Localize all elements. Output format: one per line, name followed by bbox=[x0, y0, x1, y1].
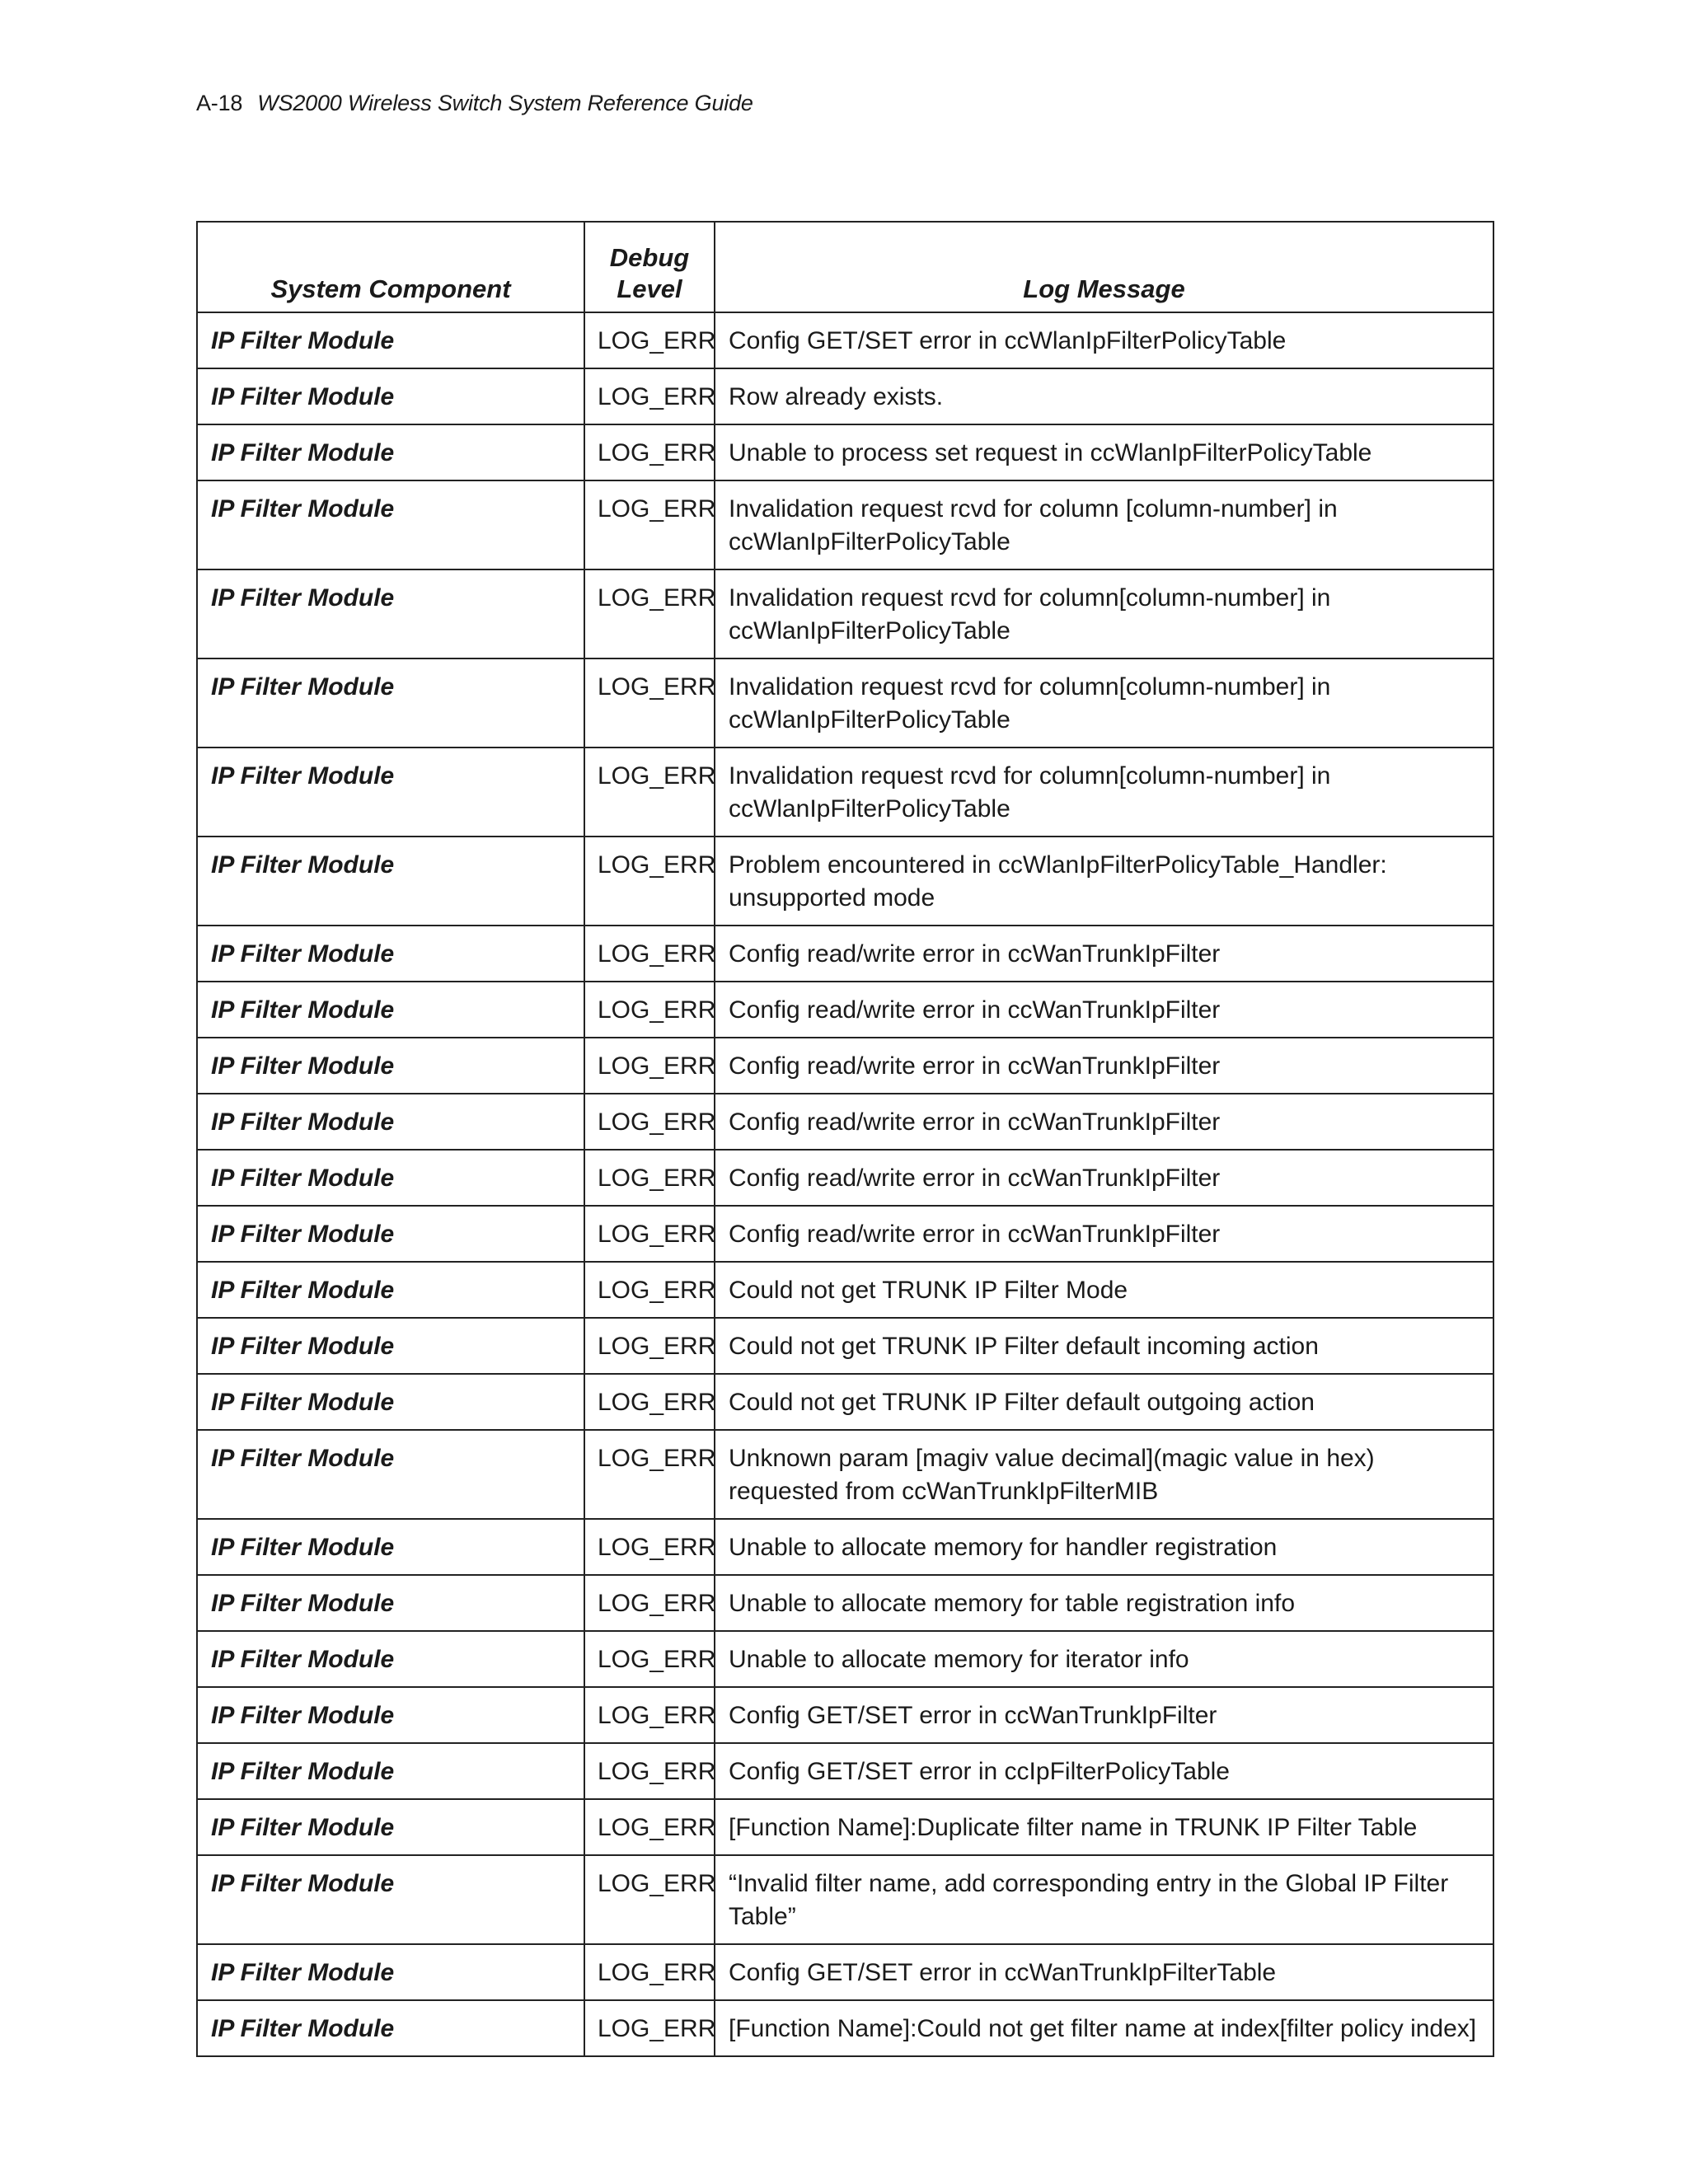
cell-debug-level: LOG_ERR bbox=[584, 368, 715, 424]
cell-log-message: Unable to allocate memory for iterator info bbox=[715, 1631, 1493, 1687]
cell-log-message: Could not get TRUNK IP Filter default incoming action bbox=[715, 1318, 1493, 1374]
cell-debug-level: LOG_ERR bbox=[584, 1519, 715, 1575]
cell-debug-level: LOG_ERR bbox=[584, 569, 715, 658]
document-title: WS2000 Wireless Switch System Reference Guide bbox=[257, 91, 753, 115]
table-row bbox=[197, 1430, 1493, 1519]
table-row bbox=[197, 1631, 1493, 1687]
column-header-debug-line2: Level bbox=[617, 274, 682, 303]
cell-debug-level: LOG_ERR bbox=[584, 837, 715, 926]
cell-debug-level: LOG_ERR bbox=[584, 1575, 715, 1631]
cell-debug-level: LOG_ERR bbox=[584, 1631, 715, 1687]
table-row bbox=[197, 1206, 1493, 1262]
cell-log-message: Config read/write error in ccWanTrunkIpFilter bbox=[715, 1150, 1493, 1206]
cell-log-message: Invalidation request rcvd for column[column-number] in ccWlanIpFilterPolicyTable bbox=[715, 569, 1493, 658]
cell-log-message: Config read/write error in ccWanTrunkIpFilter bbox=[715, 1206, 1493, 1262]
cell-system-component: IP Filter Module bbox=[197, 658, 584, 748]
table-row bbox=[197, 1799, 1493, 1855]
cell-system-component: IP Filter Module bbox=[197, 312, 584, 368]
cell-debug-level: LOG_ERR bbox=[584, 982, 715, 1038]
cell-debug-level: LOG_ERR bbox=[584, 926, 715, 982]
cell-debug-level: LOG_ERR bbox=[584, 1374, 715, 1430]
cell-log-message: Could not get TRUNK IP Filter default outgoing action bbox=[715, 1374, 1493, 1430]
cell-log-message: Problem encountered in ccWlanIpFilterPolicyTable_Handler: unsupported mode bbox=[715, 837, 1493, 926]
cell-system-component: IP Filter Module bbox=[197, 1374, 584, 1430]
cell-system-component: IP Filter Module bbox=[197, 1318, 584, 1374]
cell-system-component: IP Filter Module bbox=[197, 1262, 584, 1318]
cell-log-message: Config read/write error in ccWanTrunkIpFilter bbox=[715, 1094, 1493, 1150]
cell-debug-level: LOG_ERR bbox=[584, 1799, 715, 1855]
table-header bbox=[197, 222, 1493, 312]
cell-system-component: IP Filter Module bbox=[197, 1038, 584, 1094]
cell-log-message: Could not get TRUNK IP Filter Mode bbox=[715, 1262, 1493, 1318]
cell-log-message: Invalidation request rcvd for column [column-number] in ccWlanIpFilterPolicyTable bbox=[715, 480, 1493, 569]
cell-debug-level: LOG_ERR bbox=[584, 1855, 715, 1944]
cell-debug-level: LOG_ERR bbox=[584, 424, 715, 480]
page-number: A-18 bbox=[196, 91, 243, 115]
table-body bbox=[197, 312, 1493, 2056]
table-row bbox=[197, 569, 1493, 658]
cell-log-message: Config GET/SET error in ccWlanIpFilterPolicyTable bbox=[715, 312, 1493, 368]
cell-system-component: IP Filter Module bbox=[197, 748, 584, 837]
cell-system-component: IP Filter Module bbox=[197, 1430, 584, 1519]
cell-system-component: IP Filter Module bbox=[197, 926, 584, 982]
cell-log-message: Unable to allocate memory for table registration info bbox=[715, 1575, 1493, 1631]
cell-log-message: “Invalid filter name, add corresponding entry in the Global IP Filter Table” bbox=[715, 1855, 1493, 1944]
cell-system-component: IP Filter Module bbox=[197, 480, 584, 569]
table-row bbox=[197, 368, 1493, 424]
table-row bbox=[197, 837, 1493, 926]
cell-debug-level: LOG_ERR bbox=[584, 1743, 715, 1799]
cell-system-component: IP Filter Module bbox=[197, 424, 584, 480]
cell-debug-level: LOG_ERR bbox=[584, 2000, 715, 2056]
column-header-log-message: Log Message bbox=[715, 222, 1493, 312]
cell-system-component: IP Filter Module bbox=[197, 1855, 584, 1944]
table-row bbox=[197, 1262, 1493, 1318]
cell-debug-level: LOG_ERR bbox=[584, 1262, 715, 1318]
table-row bbox=[197, 1150, 1493, 1206]
cell-log-message: Config read/write error in ccWanTrunkIpFilter bbox=[715, 926, 1493, 982]
cell-log-message: Unable to process set request in ccWlanIpFilterPolicyTable bbox=[715, 424, 1493, 480]
cell-system-component: IP Filter Module bbox=[197, 2000, 584, 2056]
table-row bbox=[197, 926, 1493, 982]
table-row bbox=[197, 1094, 1493, 1150]
cell-log-message: Invalidation request rcvd for column[column-number] in ccWlanIpFilterPolicyTable bbox=[715, 658, 1493, 748]
table-row bbox=[197, 1687, 1493, 1743]
cell-log-message: Config GET/SET error in ccWanTrunkIpFilterTable bbox=[715, 1944, 1493, 2000]
cell-system-component: IP Filter Module bbox=[197, 1206, 584, 1262]
table-row bbox=[197, 1038, 1493, 1094]
log-message-table bbox=[196, 221, 1494, 2057]
cell-debug-level: LOG_ERR bbox=[584, 312, 715, 368]
table-row bbox=[197, 658, 1493, 748]
cell-system-component: IP Filter Module bbox=[197, 569, 584, 658]
cell-debug-level: LOG_ERR bbox=[584, 480, 715, 569]
cell-system-component: IP Filter Module bbox=[197, 1575, 584, 1631]
cell-log-message: [Function Name]:Duplicate filter name in TRUNK IP Filter Table bbox=[715, 1799, 1493, 1855]
cell-system-component: IP Filter Module bbox=[197, 1687, 584, 1743]
cell-log-message: Config read/write error in ccWanTrunkIpFilter bbox=[715, 1038, 1493, 1094]
table-row bbox=[197, 480, 1493, 569]
running-header bbox=[196, 91, 753, 116]
table-row bbox=[197, 424, 1493, 480]
cell-debug-level: LOG_ERR bbox=[584, 658, 715, 748]
table-row bbox=[197, 2000, 1493, 2056]
cell-system-component: IP Filter Module bbox=[197, 1519, 584, 1575]
table-row bbox=[197, 1374, 1493, 1430]
cell-system-component: IP Filter Module bbox=[197, 1944, 584, 2000]
table-row bbox=[197, 1519, 1493, 1575]
cell-debug-level: LOG_ERR bbox=[584, 1687, 715, 1743]
cell-log-message: Unknown param [magiv value decimal](magic value in hex) requested from ccWanTrunkIpFilterMIB bbox=[715, 1430, 1493, 1519]
cell-system-component: IP Filter Module bbox=[197, 1094, 584, 1150]
cell-debug-level: LOG_ERR bbox=[584, 1038, 715, 1094]
column-header-system-component: System Component bbox=[197, 222, 584, 312]
cell-system-component: IP Filter Module bbox=[197, 1743, 584, 1799]
cell-system-component: IP Filter Module bbox=[197, 837, 584, 926]
cell-log-message: Config GET/SET error in ccWanTrunkIpFilter bbox=[715, 1687, 1493, 1743]
table-row bbox=[197, 1855, 1493, 1944]
table-row bbox=[197, 1318, 1493, 1374]
table-row bbox=[197, 982, 1493, 1038]
cell-system-component: IP Filter Module bbox=[197, 368, 584, 424]
cell-log-message: Config read/write error in ccWanTrunkIpFilter bbox=[715, 982, 1493, 1038]
cell-system-component: IP Filter Module bbox=[197, 982, 584, 1038]
column-header-debug-level bbox=[584, 222, 715, 312]
cell-debug-level: LOG_ERR bbox=[584, 1944, 715, 2000]
column-header-debug-line1: Debug bbox=[609, 243, 690, 272]
table-row bbox=[197, 312, 1493, 368]
cell-log-message: Row already exists. bbox=[715, 368, 1493, 424]
cell-debug-level: LOG_ERR bbox=[584, 748, 715, 837]
table-row bbox=[197, 1944, 1493, 2000]
table-header-row bbox=[197, 222, 1493, 312]
cell-system-component: IP Filter Module bbox=[197, 1150, 584, 1206]
cell-system-component: IP Filter Module bbox=[197, 1631, 584, 1687]
cell-debug-level: LOG_ERR bbox=[584, 1318, 715, 1374]
cell-log-message: Config GET/SET error in ccIpFilterPolicyTable bbox=[715, 1743, 1493, 1799]
cell-log-message: Unable to allocate memory for handler registration bbox=[715, 1519, 1493, 1575]
cell-system-component: IP Filter Module bbox=[197, 1799, 584, 1855]
cell-log-message: Invalidation request rcvd for column[column-number] in ccWlanIpFilterPolicyTable bbox=[715, 748, 1493, 837]
table-row bbox=[197, 1743, 1493, 1799]
cell-debug-level: LOG_ERR bbox=[584, 1430, 715, 1519]
cell-debug-level: LOG_ERR bbox=[584, 1094, 715, 1150]
cell-debug-level: LOG_ERR bbox=[584, 1206, 715, 1262]
table-row bbox=[197, 748, 1493, 837]
cell-log-message: [Function Name]:Could not get filter name at index[filter policy index] bbox=[715, 2000, 1493, 2056]
cell-debug-level: LOG_ERR bbox=[584, 1150, 715, 1206]
table-row bbox=[197, 1575, 1493, 1631]
